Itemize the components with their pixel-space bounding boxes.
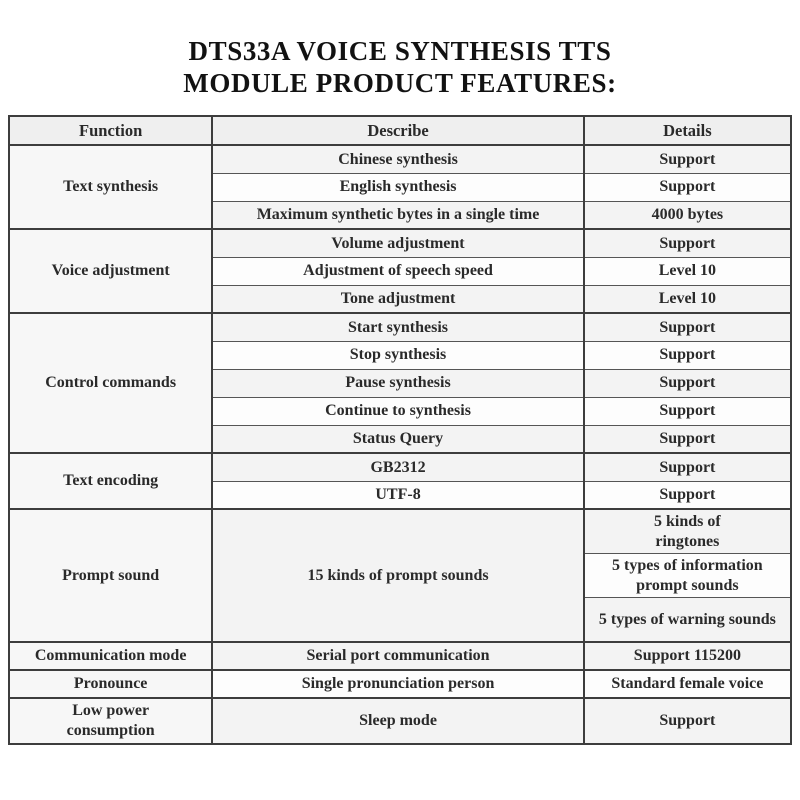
table-row xyxy=(9,229,791,257)
describe-cell-merged: 15 kinds of prompt sounds xyxy=(212,509,583,642)
table-row xyxy=(9,145,791,173)
details-cell: Support xyxy=(584,453,791,481)
function-cell-control-commands: Control commands xyxy=(9,313,212,453)
details-cell: Support xyxy=(584,173,791,201)
page-title-line1: DTS33A VOICE SYNTHESIS TTS xyxy=(188,36,612,66)
details-label: 5 kinds of ringtones xyxy=(654,513,721,550)
function-cell-text-synthesis: Text synthesis xyxy=(9,145,212,229)
details-cell: Support xyxy=(584,425,791,453)
details-cell: Support xyxy=(584,698,791,744)
details-cell: Support xyxy=(584,397,791,425)
header-function: Function xyxy=(9,116,212,145)
function-cell-prompt-sound: Prompt sound xyxy=(9,509,212,642)
table-row xyxy=(9,509,791,554)
details-cell: Support 115200 xyxy=(584,642,791,670)
details-cell: Support xyxy=(584,313,791,341)
details-cell xyxy=(584,509,791,554)
describe-cell: Start synthesis xyxy=(212,313,583,341)
function-cell-low-power xyxy=(9,698,212,744)
details-cell: Level 10 xyxy=(584,285,791,313)
describe-cell: Status Query xyxy=(212,425,583,453)
describe-cell: Stop synthesis xyxy=(212,341,583,369)
details-cell: Standard female voice xyxy=(584,670,791,698)
details-cell: 5 types of information prompt sounds xyxy=(584,554,791,598)
details-cell: 4000 bytes xyxy=(584,201,791,229)
describe-cell: Tone adjustment xyxy=(212,285,583,313)
features-table xyxy=(8,115,792,745)
table-row xyxy=(9,670,791,698)
details-cell: Support xyxy=(584,229,791,257)
header-details: Details xyxy=(584,116,791,145)
details-cell: Support xyxy=(584,481,791,509)
function-cell-text-encoding: Text encoding xyxy=(9,453,212,509)
header-describe: Describe xyxy=(212,116,583,145)
table-header-row xyxy=(9,116,791,145)
details-cell: Level 10 xyxy=(584,257,791,285)
details-cell: Support xyxy=(584,341,791,369)
describe-cell: Chinese synthesis xyxy=(212,145,583,173)
table-row xyxy=(9,642,791,670)
describe-cell: Adjustment of speech speed xyxy=(212,257,583,285)
table-row xyxy=(9,453,791,481)
describe-cell: Serial port communication xyxy=(212,642,583,670)
details-cell: Support xyxy=(584,369,791,397)
describe-cell: Maximum synthetic bytes in a single time xyxy=(212,201,583,229)
describe-cell: Volume adjustment xyxy=(212,229,583,257)
describe-cell: English synthesis xyxy=(212,173,583,201)
details-cell: Support xyxy=(584,145,791,173)
describe-cell: Single pronunciation person xyxy=(212,670,583,698)
describe-cell: GB2312 xyxy=(212,453,583,481)
function-label: Low power consumption xyxy=(66,702,155,739)
function-cell-communication-mode: Communication mode xyxy=(9,642,212,670)
describe-cell: Pause synthesis xyxy=(212,369,583,397)
describe-cell: Continue to synthesis xyxy=(212,397,583,425)
page-title-line2: MODULE PRODUCT FEATURES: xyxy=(183,67,617,98)
table-row xyxy=(9,698,791,744)
describe-cell: UTF-8 xyxy=(212,481,583,509)
function-cell-voice-adjustment: Voice adjustment xyxy=(9,229,212,313)
describe-cell: Sleep mode xyxy=(212,698,583,744)
function-cell-pronounce: Pronounce xyxy=(9,670,212,698)
table-row xyxy=(9,313,791,341)
page-title xyxy=(0,36,800,99)
details-cell: 5 types of warning sounds xyxy=(584,598,791,642)
